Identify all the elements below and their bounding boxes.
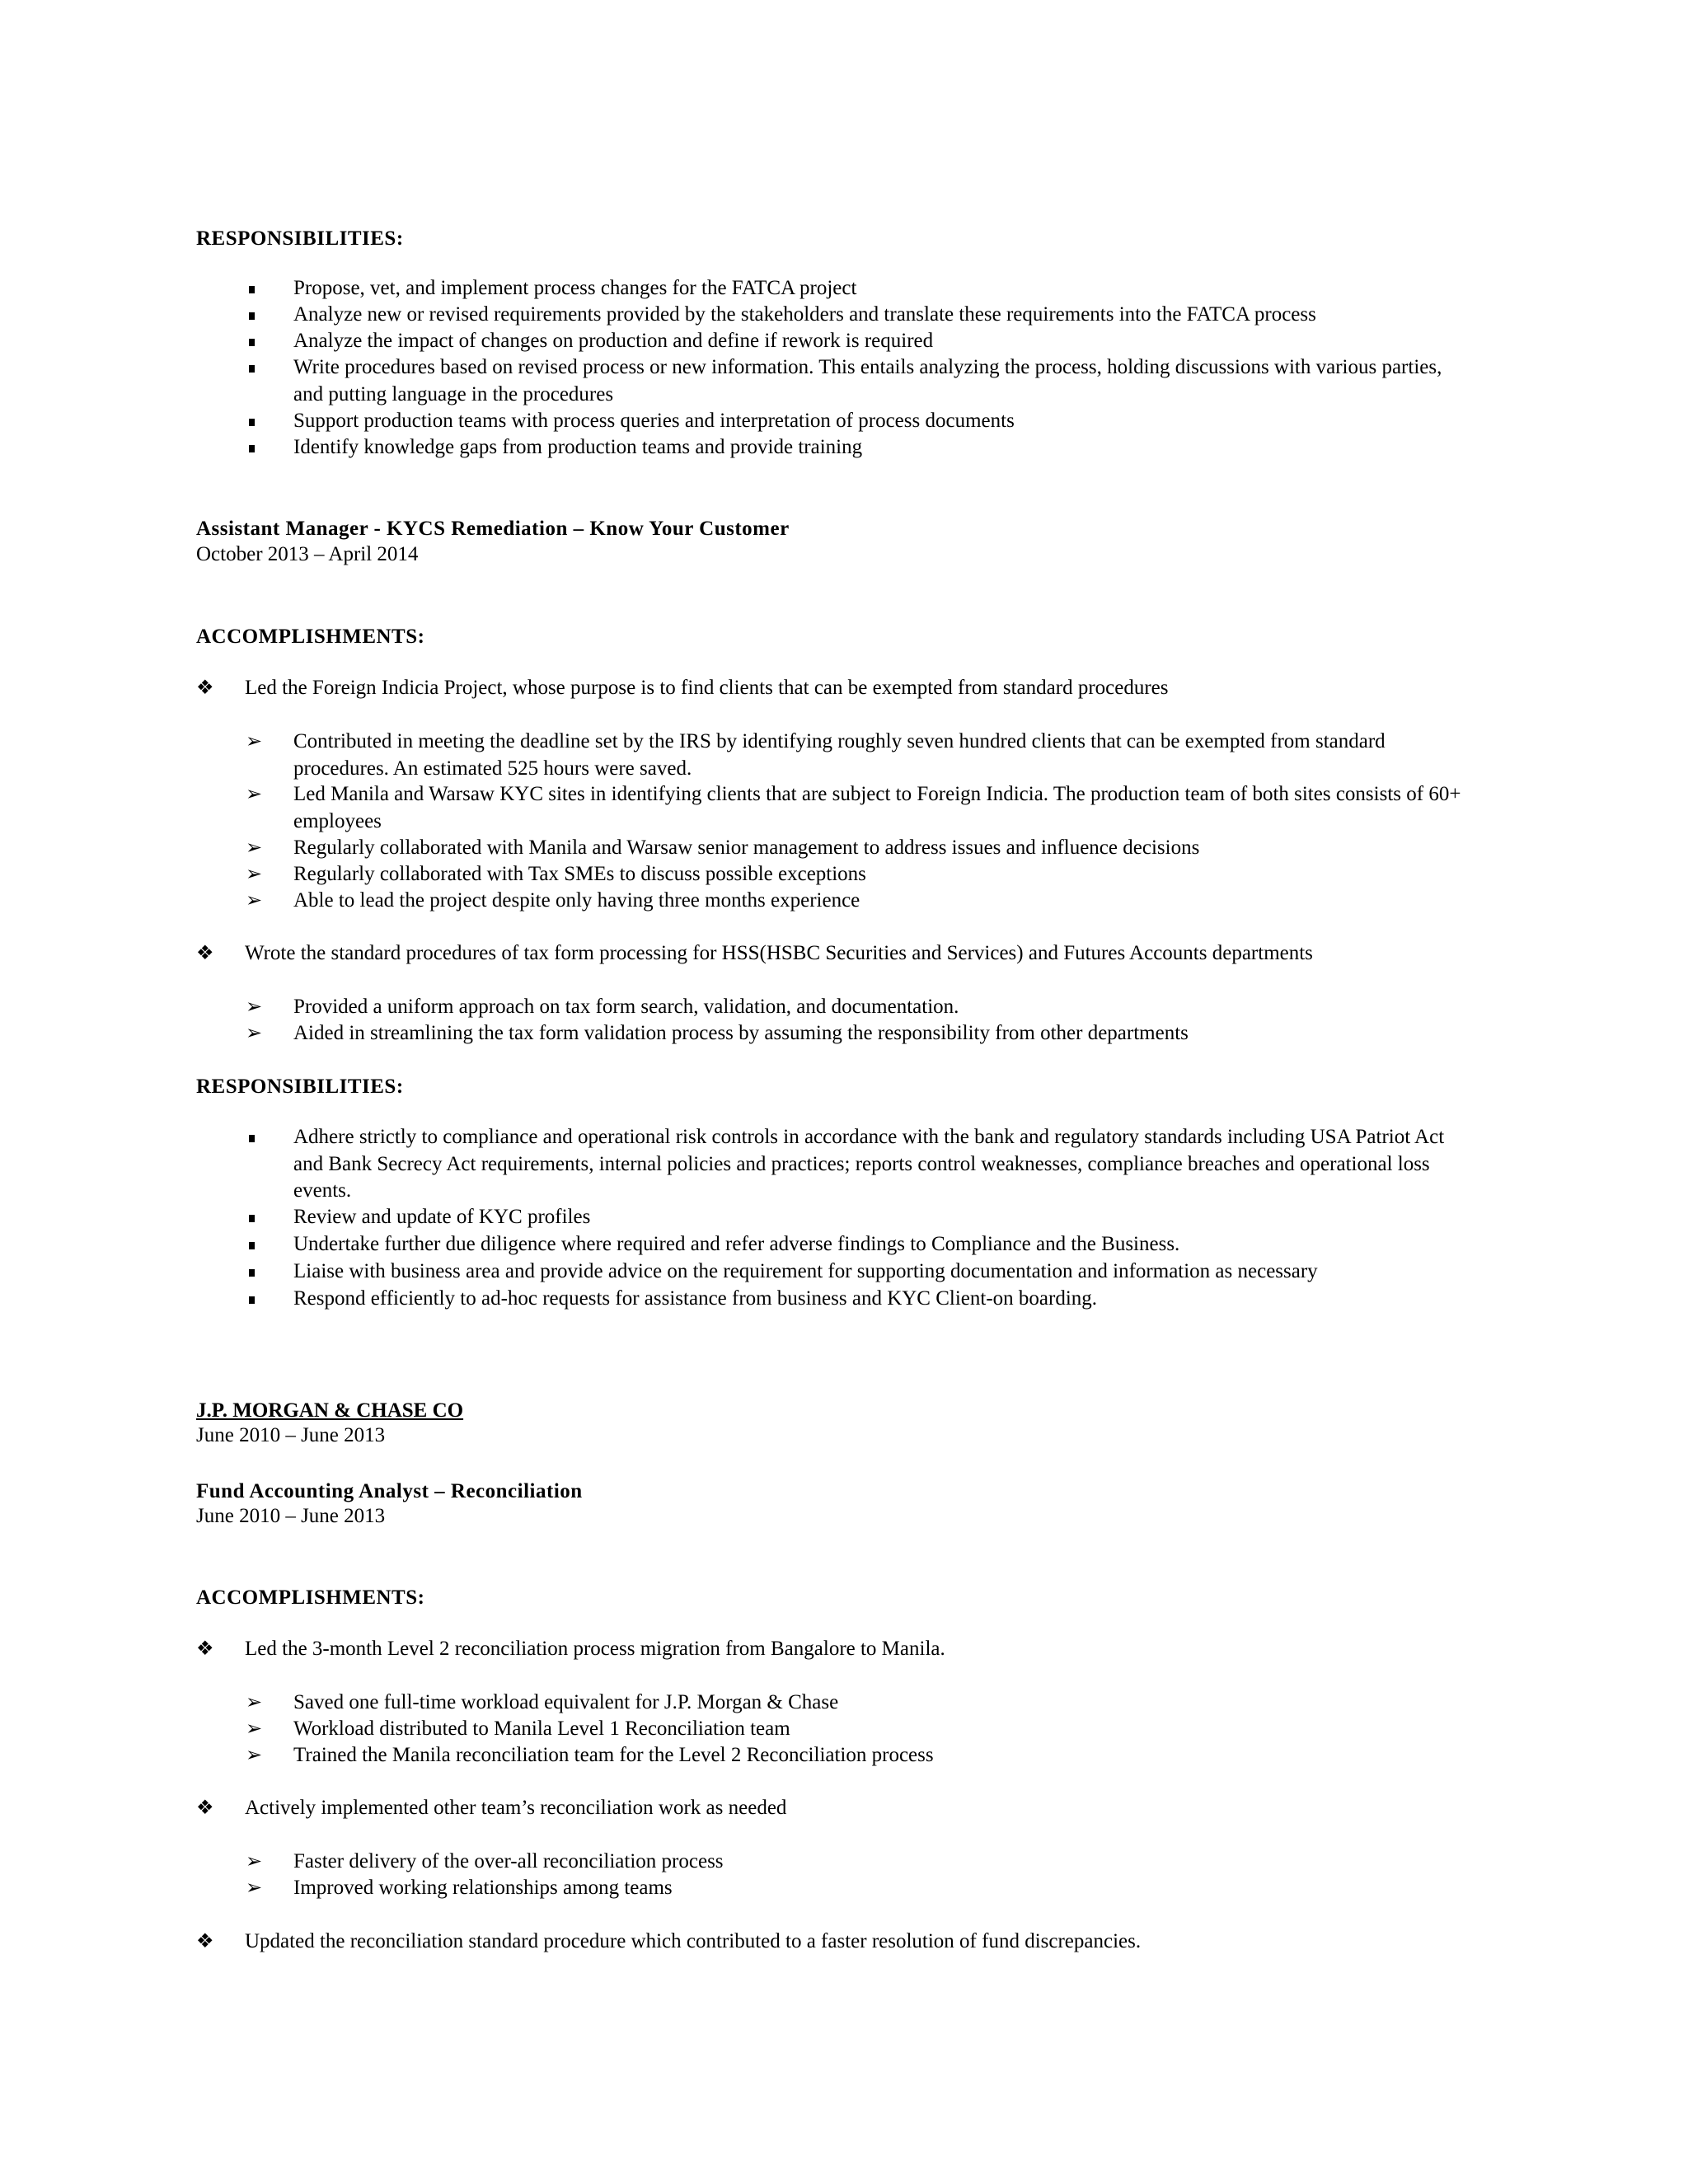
list-item: Review and update of KYC profiles — [293, 1206, 591, 1228]
square-bullet-icon — [249, 445, 255, 452]
diamond-bullet-icon: ❖ — [196, 1931, 214, 1952]
accomplishment-item: Led the 3-month Level 2 reconciliation process migration from Bangalore to Manila. — [245, 1638, 945, 1660]
job-title: Assistant Manager - KYCS Remediation – Know Your Customer — [196, 518, 790, 540]
list-item: Regularly collaborated with Tax SMEs to discuss possible exceptions — [293, 863, 866, 885]
job-dates: October 2013 – April 2014 — [196, 543, 419, 565]
arrow-bullet-icon: ➢ — [246, 1692, 263, 1713]
list-item: Propose, vet, and implement process changes for the FATCA project — [293, 277, 857, 299]
list-item: Support production teams with process queries and interpretation of process documents — [293, 410, 1015, 432]
diamond-bullet-icon: ❖ — [196, 1797, 214, 1819]
list-item: Identify knowledge gaps from production teams and provide training — [293, 436, 863, 458]
list-item: Write procedures based on revised process or new information. This entails analyzing the process, holding discussions with various parties, and putting language in the procedures — [293, 356, 1442, 405]
square-bullet-icon — [249, 312, 255, 320]
job-title: Fund Accounting Analyst – Reconciliation — [196, 1480, 583, 1502]
square-bullet-icon — [249, 1135, 255, 1142]
square-bullet-icon — [249, 286, 255, 293]
arrow-bullet-icon: ➢ — [246, 890, 263, 912]
accomplishment-item: Led the Foreign Indicia Project, whose purpose is to find clients that can be exempted from standard procedures — [245, 677, 1169, 699]
arrow-bullet-icon: ➢ — [246, 731, 263, 752]
arrow-bullet-icon: ➢ — [246, 1851, 263, 1872]
arrow-bullet-icon: ➢ — [246, 837, 263, 859]
arrow-bullet-icon: ➢ — [246, 1718, 263, 1740]
square-bullet-icon — [249, 1296, 255, 1304]
list-item: Analyze the impact of changes on production and define if rework is required — [293, 330, 934, 352]
diamond-bullet-icon: ❖ — [196, 677, 214, 699]
section-heading-responsibilities: RESPONSIBILITIES: — [196, 1076, 404, 1098]
square-bullet-icon — [249, 1215, 255, 1222]
list-item: Led Manila and Warsaw KYC sites in identifying clients that are subject to Foreign Indicia. The production team of both sites consists of 60+ employees — [293, 783, 1461, 832]
list-item: Able to lead the project despite only having three months experience — [293, 889, 860, 912]
square-bullet-icon — [249, 365, 255, 373]
section-heading-responsibilities: RESPONSIBILITIES: — [196, 227, 404, 250]
square-bullet-icon — [249, 419, 255, 426]
square-bullet-icon — [249, 1269, 255, 1277]
list-item: Analyze new or revised requirements provided by the stakeholders and translate these requirements into the FATCA process — [293, 303, 1316, 326]
list-item: Faster delivery of the over-all reconciliation process — [293, 1850, 724, 1872]
list-item: Saved one full-time workload equivalent for J.P. Morgan & Chase — [293, 1691, 839, 1713]
square-bullet-icon — [249, 1242, 255, 1249]
job-dates: June 2010 – June 2013 — [196, 1505, 386, 1527]
diamond-bullet-icon: ❖ — [196, 943, 214, 964]
list-item: Provided a uniform approach on tax form search, validation, and documentation. — [293, 996, 959, 1018]
arrow-bullet-icon: ➢ — [246, 1745, 263, 1766]
list-item: Contributed in meeting the deadline set by the IRS by identifying roughly seven hundred clients that can be exempted from standard procedures. An estimated 525 hours were saved. — [293, 730, 1386, 780]
accomplishment-item: Actively implemented other team’s reconciliation work as needed — [245, 1797, 787, 1819]
list-item: Liaise with business area and provide advice on the requirement for supporting documentation and information as necessary — [293, 1260, 1318, 1282]
arrow-bullet-icon: ➢ — [246, 1877, 263, 1899]
section-heading-accomplishments: ACCOMPLISHMENTS: — [196, 626, 425, 648]
list-item: Regularly collaborated with Manila and Warsaw senior management to address issues and influence decisions — [293, 837, 1200, 859]
arrow-bullet-icon: ➢ — [246, 996, 263, 1018]
accomplishment-item: Updated the reconciliation standard procedure which contributed to a faster resolution of fund discrepancies. — [245, 1930, 1142, 1952]
list-item: Aided in streamlining the tax form validation process by assuming the responsibility from other departments — [293, 1022, 1189, 1044]
arrow-bullet-icon: ➢ — [246, 784, 263, 805]
accomplishment-item: Wrote the standard procedures of tax form processing for HSS(HSBC Securities and Services) and Futures Accounts departments — [245, 942, 1313, 964]
list-item: Workload distributed to Manila Level 1 Reconciliation team — [293, 1718, 790, 1740]
company-name: J.P. MORGAN & CHASE CO — [196, 1399, 464, 1422]
arrow-bullet-icon: ➢ — [246, 864, 263, 885]
square-bullet-icon — [249, 339, 255, 346]
list-item: Improved working relationships among teams — [293, 1877, 673, 1899]
arrow-bullet-icon: ➢ — [246, 1023, 263, 1044]
list-item: Adhere strictly to compliance and operational risk controls in accordance with the bank and regulatory standards including USA Patriot Act and Bank Secrecy Act requirements, internal policies and practices; reports control weaknesses, compliance breaches and operational loss events. — [293, 1126, 1445, 1202]
list-item: Undertake further due diligence where required and refer adverse findings to Compliance and the Business. — [293, 1233, 1180, 1255]
list-item: Trained the Manila reconciliation team for the Level 2 Reconciliation process — [293, 1744, 934, 1766]
diamond-bullet-icon: ❖ — [196, 1638, 214, 1660]
company-dates: June 2010 – June 2013 — [196, 1424, 386, 1446]
list-item: Respond efficiently to ad-hoc requests for assistance from business and KYC Client-on boarding. — [293, 1287, 1098, 1310]
section-heading-accomplishments: ACCOMPLISHMENTS: — [196, 1586, 425, 1609]
